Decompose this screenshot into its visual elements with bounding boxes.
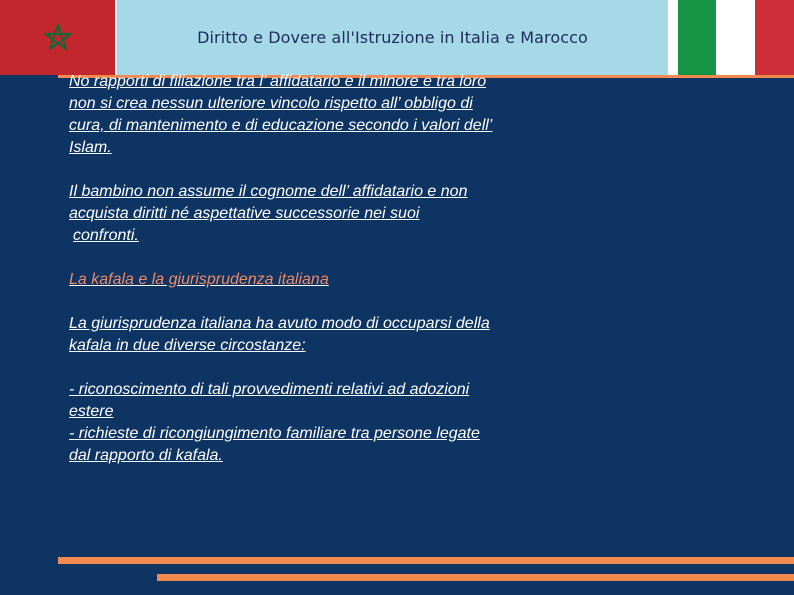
text-line: non si crea nessun ulteriore vincolo rispetto all’ obbligo di bbox=[69, 95, 473, 112]
text-line: acquista diritti né aspettative successorie nei suoi bbox=[69, 205, 420, 222]
text-line: La giurisprudenza italiana ha avuto modo di occuparsi della bbox=[69, 315, 490, 332]
paragraph-4 bbox=[69, 379, 669, 467]
footer-bar-bottom bbox=[157, 574, 794, 581]
text-line: estere bbox=[69, 403, 114, 420]
footer-bar-top bbox=[58, 557, 794, 564]
italy-flag-white-stripe bbox=[716, 0, 755, 75]
page-title: Diritto e Dovere all'Istruzione in Italia e Marocco bbox=[197, 28, 588, 47]
paragraph-3 bbox=[69, 313, 669, 357]
section-heading-text: La kafala e la giurisprudenza italiana bbox=[69, 271, 329, 288]
text-line: Islam. bbox=[69, 139, 112, 156]
section-heading bbox=[69, 269, 669, 291]
title-box bbox=[117, 0, 668, 75]
text-line: cura, di mantenimento e di educazione secondo i valori dell’ bbox=[69, 117, 493, 134]
morocco-flag-icon bbox=[0, 0, 115, 75]
paragraph-2 bbox=[69, 181, 669, 247]
text-line: Il bambino non assume il cognome dell’ affidatario e non bbox=[69, 183, 468, 200]
italy-flag-red-stripe bbox=[755, 0, 794, 75]
text-line: dal rapporto di kafala. bbox=[69, 447, 223, 464]
pentagram-star-icon bbox=[44, 23, 72, 51]
header bbox=[0, 0, 794, 75]
text-line: No rapporti di filiazione tra l’ affidatario e il minore e tra loro bbox=[69, 73, 487, 90]
text-line: kafala in due diverse circostanze: bbox=[69, 337, 306, 354]
text-line: - riconoscimento di tali provvedimenti relativi ad adozioni bbox=[69, 381, 470, 398]
content-text bbox=[69, 71, 669, 467]
paragraph-1 bbox=[69, 71, 669, 159]
text-line: confronti. bbox=[73, 227, 139, 244]
italy-flag-green-stripe bbox=[678, 0, 716, 75]
italy-flag-icon bbox=[678, 0, 794, 75]
text-line: - richieste di ricongiungimento familiare tra persone legate bbox=[69, 425, 480, 442]
